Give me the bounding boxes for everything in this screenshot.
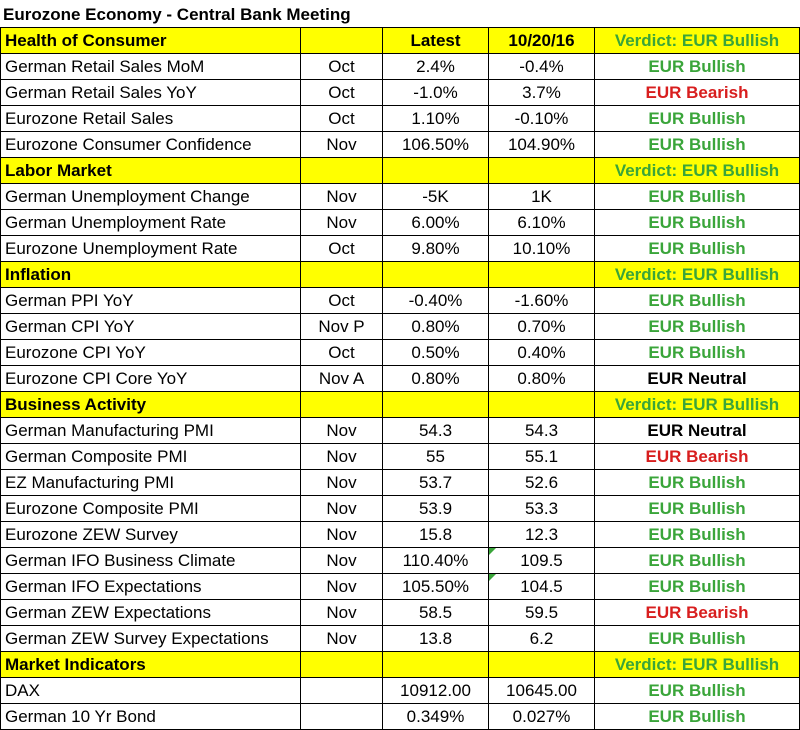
latest-value: 15.8 [383, 522, 489, 548]
previous-column-header: 10/20/16 [489, 28, 595, 54]
cell-comment-marker-icon [489, 548, 496, 555]
indicator-period: Nov [301, 496, 383, 522]
indicator-period: Nov [301, 444, 383, 470]
indicator-name: German Retail Sales MoM [1, 54, 301, 80]
previous-value: 59.5 [489, 600, 595, 626]
table-row [1, 236, 800, 262]
section-period-cell [301, 262, 383, 288]
indicator-name: Eurozone CPI YoY [1, 340, 301, 366]
latest-value: 110.40% [383, 548, 489, 574]
indicator-period: Nov [301, 600, 383, 626]
cell-comment-marker-icon [489, 574, 496, 581]
indicator-name: German Retail Sales YoY [1, 80, 301, 106]
indicator-period: Nov [301, 418, 383, 444]
previous-value: 53.3 [489, 496, 595, 522]
section-latest-cell [383, 262, 489, 288]
table-row [1, 366, 800, 392]
indicator-name: Eurozone Retail Sales [1, 106, 301, 132]
indicator-name: German PPI YoY [1, 288, 301, 314]
table-row [1, 470, 800, 496]
latest-value: 6.00% [383, 210, 489, 236]
verdict-badge: EUR Bearish [595, 444, 800, 470]
indicator-period: Nov [301, 626, 383, 652]
section-previous-cell [489, 158, 595, 184]
indicator-name: EZ Manufacturing PMI [1, 470, 301, 496]
indicator-period: Nov [301, 210, 383, 236]
table-row [1, 496, 800, 522]
verdict-badge: EUR Bullish [595, 678, 800, 704]
table-row [1, 314, 800, 340]
latest-value: 105.50% [383, 574, 489, 600]
latest-value: 10912.00 [383, 678, 489, 704]
latest-column-header: Latest [383, 28, 489, 54]
previous-value: 6.2 [489, 626, 595, 652]
table-row [1, 522, 800, 548]
latest-value: 0.349% [383, 704, 489, 730]
section-title: Inflation [1, 262, 301, 288]
latest-value: 106.50% [383, 132, 489, 158]
section-latest-cell [383, 158, 489, 184]
previous-value: 0.70% [489, 314, 595, 340]
section-latest-cell [383, 652, 489, 678]
verdict-badge: EUR Bullish [595, 548, 800, 574]
section-header-row [1, 652, 800, 678]
indicator-period: Nov [301, 132, 383, 158]
indicator-name: German CPI YoY [1, 314, 301, 340]
latest-value: 0.80% [383, 314, 489, 340]
indicator-period: Nov [301, 522, 383, 548]
previous-value: 3.7% [489, 80, 595, 106]
table-row [1, 704, 800, 730]
section-verdict: Verdict: EUR Bullish [595, 262, 800, 288]
verdict-badge: EUR Bullish [595, 340, 800, 366]
indicator-name: Eurozone Consumer Confidence [1, 132, 301, 158]
verdict-badge: EUR Neutral [595, 418, 800, 444]
verdict-badge: EUR Bullish [595, 54, 800, 80]
previous-value: 0.40% [489, 340, 595, 366]
indicator-period: Oct [301, 288, 383, 314]
latest-value: 53.9 [383, 496, 489, 522]
table-row [1, 80, 800, 106]
section-verdict: Verdict: EUR Bullish [595, 158, 800, 184]
indicator-name: German IFO Expectations [1, 574, 301, 600]
table-row [1, 210, 800, 236]
section-latest-cell [383, 392, 489, 418]
verdict-badge: EUR Bullish [595, 184, 800, 210]
previous-value: 52.6 [489, 470, 595, 496]
latest-value: 13.8 [383, 626, 489, 652]
previous-value: 55.1 [489, 444, 595, 470]
latest-value: 0.50% [383, 340, 489, 366]
table-row [1, 106, 800, 132]
previous-value: -0.4% [489, 54, 595, 80]
previous-value: -1.60% [489, 288, 595, 314]
verdict-badge: EUR Bullish [595, 210, 800, 236]
table-row [1, 574, 800, 600]
verdict-badge: EUR Bullish [595, 522, 800, 548]
verdict-badge: EUR Bearish [595, 80, 800, 106]
indicator-period: Nov [301, 574, 383, 600]
table-row [1, 418, 800, 444]
previous-value: 0.027% [489, 704, 595, 730]
section-period-cell [301, 652, 383, 678]
table-row [1, 340, 800, 366]
previous-value: -0.10% [489, 106, 595, 132]
indicator-period: Oct [301, 340, 383, 366]
latest-value: 2.4% [383, 54, 489, 80]
verdict-badge: EUR Bullish [595, 496, 800, 522]
table-row [1, 678, 800, 704]
page-title: Eurozone Economy - Central Bank Meeting [3, 5, 351, 24]
latest-value: 1.10% [383, 106, 489, 132]
table-body [1, 28, 800, 730]
section-title: Labor Market [1, 158, 301, 184]
indicator-period: Nov P [301, 314, 383, 340]
indicator-period: Oct [301, 106, 383, 132]
indicator-name: Eurozone Composite PMI [1, 496, 301, 522]
section-verdict: Verdict: EUR Bullish [595, 28, 800, 54]
latest-value: 53.7 [383, 470, 489, 496]
table-row [1, 288, 800, 314]
latest-value: 9.80% [383, 236, 489, 262]
indicator-name: Eurozone CPI Core YoY [1, 366, 301, 392]
verdict-badge: EUR Bullish [595, 626, 800, 652]
verdict-badge: EUR Neutral [595, 366, 800, 392]
section-period-cell [301, 28, 383, 54]
indicator-period [301, 678, 383, 704]
latest-value: 58.5 [383, 600, 489, 626]
table-row [1, 548, 800, 574]
section-header-row [1, 392, 800, 418]
indicator-period: Nov A [301, 366, 383, 392]
previous-value: 109.5 [489, 548, 595, 574]
section-verdict: Verdict: EUR Bullish [595, 392, 800, 418]
section-header-row [1, 262, 800, 288]
verdict-badge: EUR Bullish [595, 574, 800, 600]
previous-value: 10.10% [489, 236, 595, 262]
indicator-period: Nov [301, 470, 383, 496]
latest-value: 0.80% [383, 366, 489, 392]
latest-value: 55 [383, 444, 489, 470]
section-period-cell [301, 392, 383, 418]
section-verdict: Verdict: EUR Bullish [595, 652, 800, 678]
latest-value: -5K [383, 184, 489, 210]
indicator-name: German ZEW Survey Expectations [1, 626, 301, 652]
table-row [1, 184, 800, 210]
indicator-period: Oct [301, 236, 383, 262]
previous-value: 6.10% [489, 210, 595, 236]
latest-value: -1.0% [383, 80, 489, 106]
section-previous-cell [489, 652, 595, 678]
indicator-name: German Manufacturing PMI [1, 418, 301, 444]
economic-indicators-table [0, 27, 800, 730]
verdict-badge: EUR Bullish [595, 470, 800, 496]
section-title: Health of Consumer [1, 28, 301, 54]
indicator-name: German 10 Yr Bond [1, 704, 301, 730]
previous-value: 0.80% [489, 366, 595, 392]
section-period-cell [301, 158, 383, 184]
previous-value: 104.90% [489, 132, 595, 158]
previous-value: 12.3 [489, 522, 595, 548]
section-title: Market Indicators [1, 652, 301, 678]
verdict-badge: EUR Bullish [595, 704, 800, 730]
table-row [1, 132, 800, 158]
indicator-name: DAX [1, 678, 301, 704]
verdict-badge: EUR Bullish [595, 288, 800, 314]
indicator-period: Oct [301, 54, 383, 80]
indicator-name: German Composite PMI [1, 444, 301, 470]
indicator-period: Nov [301, 184, 383, 210]
table-row [1, 626, 800, 652]
indicator-name: Eurozone Unemployment Rate [1, 236, 301, 262]
section-header-row [1, 158, 800, 184]
previous-value: 1K [489, 184, 595, 210]
verdict-badge: EUR Bullish [595, 132, 800, 158]
indicator-name: German ZEW Expectations [1, 600, 301, 626]
section-title: Business Activity [1, 392, 301, 418]
indicator-name: Eurozone ZEW Survey [1, 522, 301, 548]
section-previous-cell [489, 262, 595, 288]
section-previous-cell [489, 392, 595, 418]
previous-value: 10645.00 [489, 678, 595, 704]
previous-value: 54.3 [489, 418, 595, 444]
previous-value: 104.5 [489, 574, 595, 600]
verdict-badge: EUR Bearish [595, 600, 800, 626]
indicator-period: Nov [301, 548, 383, 574]
table-row [1, 54, 800, 80]
indicator-period: Oct [301, 80, 383, 106]
indicator-name: German IFO Business Climate [1, 548, 301, 574]
indicator-period [301, 704, 383, 730]
latest-value: -0.40% [383, 288, 489, 314]
indicator-name: German Unemployment Rate [1, 210, 301, 236]
indicator-name: German Unemployment Change [1, 184, 301, 210]
section-header-row [1, 28, 800, 54]
table-row [1, 444, 800, 470]
latest-value: 54.3 [383, 418, 489, 444]
verdict-badge: EUR Bullish [595, 314, 800, 340]
table-row [1, 600, 800, 626]
verdict-badge: EUR Bullish [595, 236, 800, 262]
verdict-badge: EUR Bullish [595, 106, 800, 132]
